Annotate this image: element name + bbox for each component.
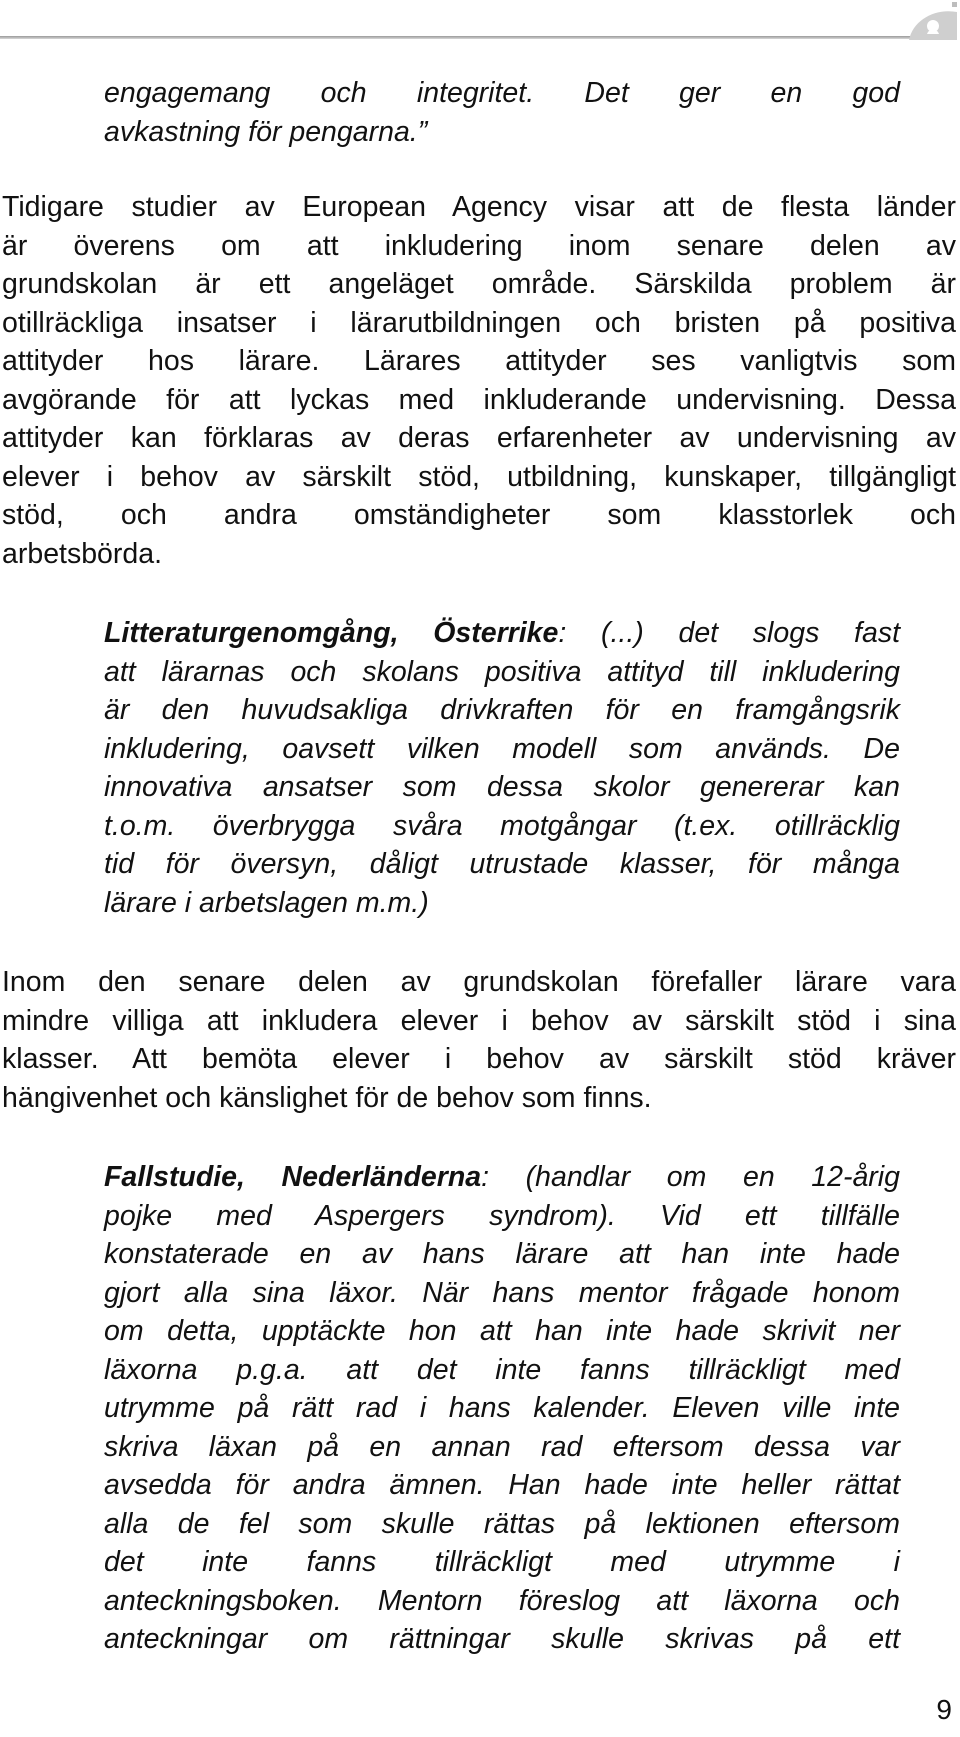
publisher-logo-icon [905,0,960,46]
text-line: tid för översyn, dåligt utrustade klasser, för många [104,848,900,880]
text-line: är överens om att inkludering inom senare delen av [2,229,956,262]
text-line: engagemang och integritet. Det ger en god [104,77,900,109]
text-line: innovativa ansatser som dessa skolor genererar kan [104,771,900,803]
text-line: hängivenhet och känslighet för de behov som finns. [2,1081,652,1114]
case-text: : (handlar om en 12-årig [481,1161,900,1193]
text-line: Inom den senare delen av grundskolan förefaller lärare vara [2,966,956,998]
text-line: klasser. Att bemöta elever i behov av särskilt stöd kräver [2,1043,956,1075]
header-rule [0,36,940,39]
text-line: arbetsbörda. [2,537,163,570]
page-number: 9 [936,1694,952,1725]
case-heading: Litteraturgenomgång, Österrike [104,617,559,649]
text-line: elever i behov av särskilt stöd, utbildning, kunskaper, tillgängligt [2,460,956,493]
text-line: gjort alla sina läxor. När hans mentor frågade honom [104,1276,900,1309]
case-quote-netherlands [104,1158,900,1659]
text-line [104,614,900,653]
text-line: utrymme på rätt rad i hans kalender. Eleven ville inte [104,1392,900,1424]
text-line: konstaterade en av hans lärare att han inte hade [104,1238,900,1270]
text-line: mindre villiga att inkludera elever i behov av särskilt stöd i sina [2,1004,956,1037]
text-line: attityder kan förklaras av deras erfarenheter av undervisning av [2,422,956,454]
text-line: inkludering, oavsett vilken modell som används. De [104,732,900,765]
text-line: avsedda för andra ämnen. Han hade inte heller rättat [104,1469,900,1501]
text-line: att lärarnas och skolans positiva attityd till inkludering [104,655,900,688]
text-line: alla de fel som skulle rättas på lektionen eftersom [104,1507,900,1540]
case-text: : (...) det slogs fast [558,617,900,649]
text-line: t.o.m. överbrygga svåra motgångar (t.ex. otillräcklig [104,809,900,842]
text-line: lärare i arbetslagen m.m.) [104,886,429,919]
text-line: anteckningar om rättningar skulle skrivas på ett [104,1623,900,1655]
text-line: Tidigare studier av European Agency visar att de flesta länder [2,191,956,223]
text-line: grundskolan är ett angeläget område. Särskilda problem är [2,268,956,300]
text-line: det inte fanns tillräckligt med utrymme i [104,1546,900,1578]
text-line: otillräckliga insatser i lärarutbildningen och bristen på positiva [2,306,956,339]
body-paragraph [2,963,956,1117]
page-body [0,74,960,1659]
text-line: är den huvudsakliga drivkraften för en framgångsrik [104,694,900,726]
case-quote-austria [104,614,900,922]
quote-paragraph [104,74,900,151]
text-line [104,1158,900,1197]
text-line: avgörande för att lyckas med inkluderande undervisning. Dessa [2,383,956,416]
text-line: avkastning för pengarna.” [104,115,428,148]
text-line: stöd, och andra omständigheter som klasstorlek och [2,499,956,531]
text-line: attityder hos lärare. Lärares attityder ses vanligtvis som [2,345,956,377]
text-line: läxorna p.g.a. att det inte fanns tillräckligt med [104,1353,900,1386]
text-line: om detta, upptäckte hon att han inte hade skrivit ner [104,1315,900,1347]
body-paragraph [2,188,956,573]
text-line: skriva läxan på en annan rad eftersom dessa var [104,1430,900,1463]
text-line: pojke med Aspergers syndrom). Vid ett tillfälle [104,1199,900,1232]
case-heading: Fallstudie, Nederländerna [104,1161,482,1193]
text-line: anteckningsboken. Mentorn föreslog att läxorna och [104,1584,900,1617]
